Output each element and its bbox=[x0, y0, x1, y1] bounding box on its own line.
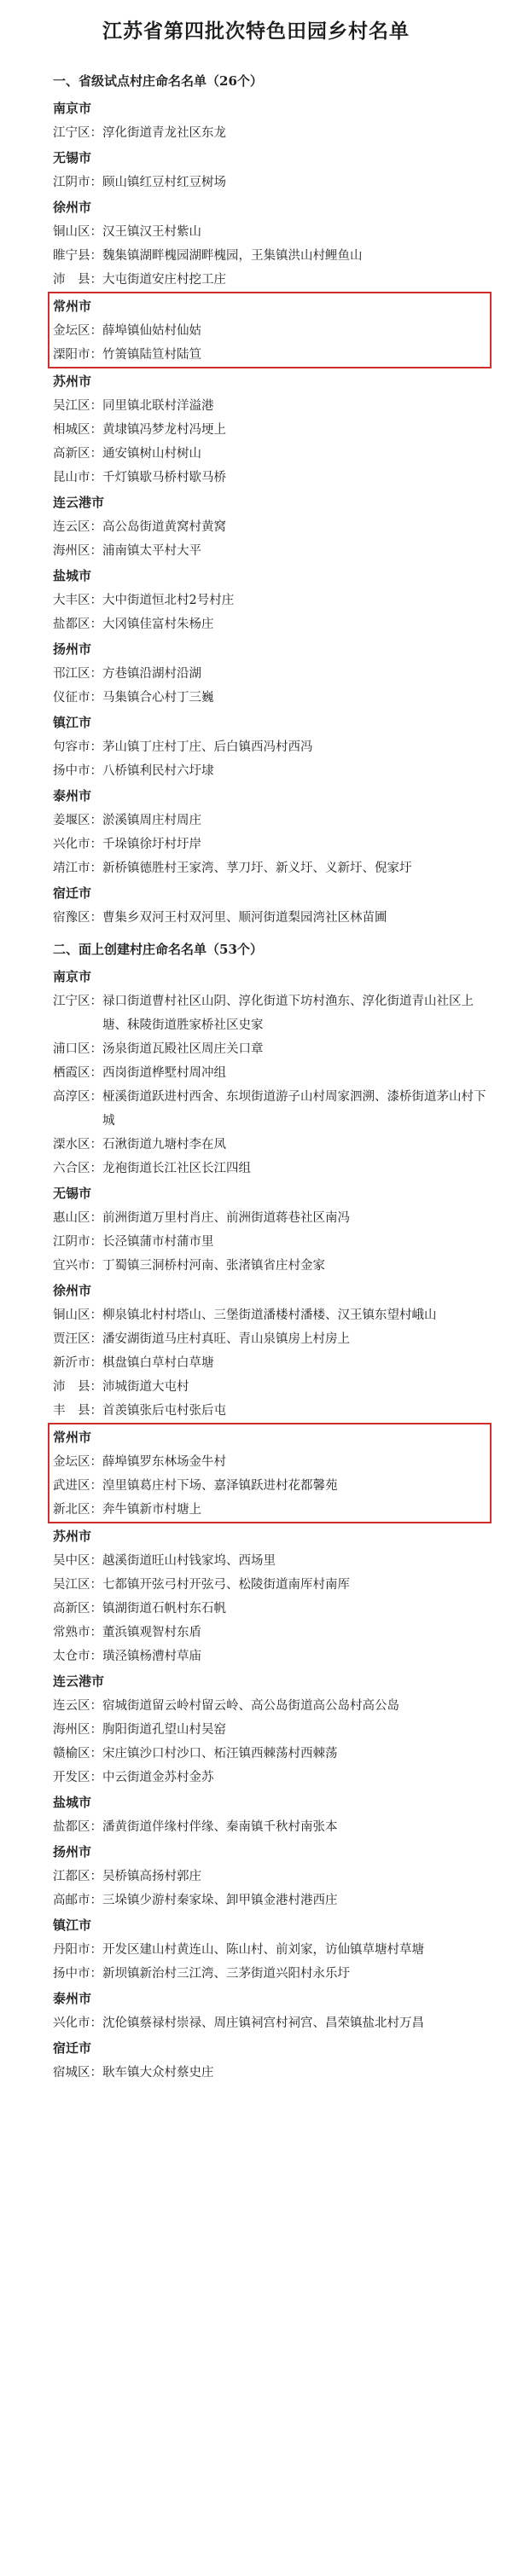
village-list: 马集镇合心村丁三巍 bbox=[102, 691, 214, 705]
village-list: 薛埠镇罗东林场金牛村 bbox=[102, 1455, 226, 1469]
village-entry bbox=[53, 1206, 497, 1230]
city-name: 泰州市 bbox=[53, 788, 92, 804]
city-group bbox=[53, 2035, 497, 2085]
district-label: 句容市： bbox=[53, 740, 102, 754]
city-name: 南京市 bbox=[53, 101, 92, 116]
city-name: 连云港市 bbox=[53, 1674, 105, 1689]
district-label: 开发区： bbox=[53, 1771, 102, 1784]
district-label: 睢宁县： bbox=[53, 249, 102, 263]
village-list: 大中街道恒北村2号村庄 bbox=[102, 594, 235, 607]
city-name: 常州市 bbox=[53, 1430, 92, 1445]
village-entry bbox=[53, 394, 497, 418]
village-list: 通安镇树山村树山 bbox=[102, 447, 201, 461]
village-entry bbox=[53, 418, 497, 442]
district-label: 丰 县： bbox=[53, 1404, 102, 1418]
village-entry bbox=[53, 1303, 497, 1327]
district-label: 常熟市： bbox=[53, 1626, 102, 1639]
village-entry bbox=[53, 1694, 497, 1718]
village-list: 汤泉街道瓦殿社区周庄关口章 bbox=[102, 1042, 264, 1056]
city-name: 无锡市 bbox=[53, 1186, 92, 1201]
district-label: 靖江市： bbox=[53, 862, 102, 875]
city-name: 泰州市 bbox=[53, 1991, 92, 2006]
district-label: 赣榆区： bbox=[53, 1747, 102, 1761]
village-list: 越溪街道旺山村钱家坞、西场里 bbox=[102, 1554, 276, 1568]
village-entry bbox=[53, 1865, 497, 1888]
village-list: 潘安湖街道马庄村真旺、青山泉镇房上村房上 bbox=[102, 1332, 350, 1346]
district-label: 高新区： bbox=[53, 447, 102, 461]
district-label: 宿城区： bbox=[53, 2066, 102, 2080]
village-list: 茅山镇丁庄村丁庄、后白镇西冯村西冯 bbox=[102, 740, 313, 754]
district-label: 江宁区： bbox=[53, 995, 102, 1008]
city-group bbox=[53, 964, 497, 1181]
district-label: 浦口区： bbox=[53, 1042, 102, 1056]
village-entry bbox=[53, 662, 497, 686]
village-list: 八桥镇利民村六圩埭 bbox=[102, 764, 214, 778]
district-label: 武进区： bbox=[53, 1479, 102, 1493]
city-name: 徐州市 bbox=[53, 1283, 92, 1298]
district-label: 金坛区： bbox=[53, 324, 102, 338]
city-group bbox=[53, 145, 497, 194]
city-name: 无锡市 bbox=[53, 150, 92, 165]
city-name: 盐城市 bbox=[53, 568, 92, 583]
village-list: 新坝镇新治村三江湾、三茅街道兴阳村永乐圩 bbox=[102, 1967, 350, 1981]
section-heading: 一、省级试点村庄命名名单（26个） bbox=[53, 73, 263, 89]
village-list: 三垛镇少游村秦家垛、卸甲镇金港村港西庄 bbox=[102, 1894, 338, 1907]
city-name: 镇江市 bbox=[53, 1917, 92, 1933]
village-entry bbox=[53, 1498, 486, 1522]
city-group bbox=[53, 1523, 497, 1668]
village-list: 淤溪镇周庄村周庄 bbox=[102, 814, 201, 827]
village-entry bbox=[53, 1157, 497, 1181]
city-name: 扬州市 bbox=[53, 641, 92, 657]
district-label: 贾汪区： bbox=[53, 1332, 102, 1346]
village-list: 高公岛街道黄窝村黄窝 bbox=[102, 520, 226, 534]
district-label: 兴化市： bbox=[53, 2016, 102, 2030]
village-entry bbox=[53, 1399, 497, 1423]
district-label: 江都区： bbox=[53, 1870, 102, 1883]
city-group bbox=[53, 1278, 497, 1423]
city-group bbox=[53, 490, 497, 563]
district-label: 海州区： bbox=[53, 1723, 102, 1737]
document-title: 江苏省第四批次特色田园乡村名单 bbox=[102, 20, 410, 43]
village-list: 开发区建山村黄连山、陈山村、前刘家，访仙镇草塘村草塘 bbox=[102, 1943, 424, 1957]
village-entry bbox=[53, 244, 497, 268]
village-entry bbox=[53, 1718, 497, 1742]
village-list: 丁蜀镇三洞桥村河南、张渚镇省庄村金家 bbox=[102, 1259, 325, 1273]
district-label: 仪征市： bbox=[53, 691, 102, 705]
city-group bbox=[53, 1912, 497, 1986]
village-entry bbox=[53, 1742, 497, 1766]
village-list: 镇湖街道石帆村东石帆 bbox=[102, 1602, 226, 1616]
village-list: 璜泾镇杨漕村草庙 bbox=[102, 1650, 201, 1663]
village-list: 大冈镇佳富村朱杨庄 bbox=[102, 618, 214, 631]
district-label: 海州区： bbox=[53, 544, 102, 558]
village-list: 七都镇开弦弓村开弦弓、松陵街道南厍村南厍 bbox=[102, 1578, 350, 1592]
district-label: 六合区： bbox=[53, 1162, 102, 1175]
village-list: 龙袍街道长江社区长江四组 bbox=[102, 1162, 251, 1175]
village-list: 方巷镇沿湖村沿湖 bbox=[102, 667, 201, 681]
village-entry bbox=[53, 1351, 497, 1375]
village-entry bbox=[53, 1573, 497, 1597]
village-entry bbox=[53, 1085, 497, 1133]
village-entry bbox=[53, 466, 497, 490]
district-label: 沛 县： bbox=[53, 1380, 102, 1394]
village-entry bbox=[53, 1450, 486, 1474]
village-entry bbox=[53, 833, 497, 856]
village-entry bbox=[53, 589, 497, 612]
city-group bbox=[53, 194, 497, 292]
district-label: 昆山市： bbox=[53, 471, 102, 484]
village-entry bbox=[53, 515, 497, 539]
district-label: 宿豫区： bbox=[53, 911, 102, 925]
village-entry bbox=[53, 612, 497, 636]
village-entry bbox=[53, 319, 486, 343]
village-list: 耿车镇大众村蔡史庄 bbox=[102, 2066, 214, 2080]
village-list: 桠溪街道跃进村西舍、东坝街道游子山村周家泗溯、漆桥街道茅山村下城 bbox=[102, 1090, 486, 1128]
district-label: 扬中市： bbox=[53, 1967, 102, 1981]
village-list: 湟里镇葛庄村下场、嘉泽镇跃进村花都馨苑 bbox=[102, 1479, 338, 1493]
city-group bbox=[53, 1668, 497, 1790]
village-entry bbox=[53, 809, 497, 833]
district-label: 兴化市： bbox=[53, 838, 102, 851]
district-label: 盐都区： bbox=[53, 618, 102, 631]
district-label: 扬中市： bbox=[53, 764, 102, 778]
village-list: 宿城街道留云岭村留云岭、高公岛街道高公岛村高公岛 bbox=[102, 1699, 399, 1713]
highlighted-city-group bbox=[48, 292, 492, 368]
city-group bbox=[53, 368, 497, 490]
district-label: 宜兴市： bbox=[53, 1259, 102, 1273]
village-list: 同里镇北联村洋溢港 bbox=[102, 399, 214, 413]
village-list: 黄埭镇冯梦龙村冯埂上 bbox=[102, 423, 226, 437]
district-label: 邗江区： bbox=[53, 667, 102, 681]
city-group bbox=[53, 880, 497, 930]
village-list: 浦南镇太平村大平 bbox=[102, 544, 201, 558]
village-entry bbox=[53, 989, 497, 1037]
village-list: 朐阳街道孔望山村吴窑 bbox=[102, 1723, 226, 1737]
city-group bbox=[53, 636, 497, 710]
city-group bbox=[53, 1181, 497, 1278]
section-heading: 二、面上创建村庄命名名单（53个） bbox=[53, 942, 263, 957]
village-list: 淳化街道青龙社区东龙 bbox=[102, 126, 226, 140]
city-name: 扬州市 bbox=[53, 1844, 92, 1859]
village-list: 首羡镇张后屯村张后屯 bbox=[102, 1404, 226, 1418]
village-entry bbox=[53, 220, 497, 244]
highlighted-city-group bbox=[48, 1423, 492, 1523]
city-name: 宿迁市 bbox=[53, 2040, 92, 2056]
city-group bbox=[53, 783, 497, 880]
city-group bbox=[53, 563, 497, 636]
city-name: 常州市 bbox=[53, 299, 92, 314]
district-label: 江阴市： bbox=[53, 1235, 102, 1249]
city-group bbox=[53, 1839, 497, 1912]
village-list: 禄口街道曹村社区山阴、淳化街道下坊村渔东、淳化街道青山社区上塘、秣陵街道胜家桥社区史家 bbox=[102, 995, 474, 1032]
village-entry bbox=[53, 1766, 497, 1790]
village-list: 柳泉镇北村村塔山、三堡街道潘楼村潘楼、汉王镇东望村峨山 bbox=[102, 1308, 437, 1322]
village-entry bbox=[53, 343, 486, 367]
district-label: 吴中区： bbox=[53, 1554, 102, 1568]
village-entry bbox=[53, 686, 497, 710]
village-list: 吴桥镇高扬村郭庄 bbox=[102, 1870, 201, 1883]
village-entry bbox=[53, 906, 497, 930]
district-label: 大丰区： bbox=[53, 594, 102, 607]
city-name: 盐城市 bbox=[53, 1795, 92, 1810]
village-entry bbox=[53, 1938, 497, 1962]
village-list: 董浜镇观智村东盾 bbox=[102, 1626, 201, 1639]
village-entry bbox=[53, 1037, 497, 1061]
district-label: 丹阳市： bbox=[53, 1943, 102, 1957]
district-label: 相城区： bbox=[53, 423, 102, 437]
village-list: 竹箦镇陆笪村陆笪 bbox=[102, 348, 201, 362]
village-entry bbox=[53, 1254, 497, 1278]
village-entry bbox=[53, 1474, 486, 1498]
district-label: 新沂市： bbox=[53, 1356, 102, 1370]
village-entry bbox=[53, 1549, 497, 1573]
village-entry bbox=[53, 1375, 497, 1399]
village-list: 棋盘镇白草村白草塘 bbox=[102, 1356, 214, 1370]
village-entry bbox=[53, 1230, 497, 1254]
district-label: 铜山区： bbox=[53, 225, 102, 239]
city-name: 连云港市 bbox=[53, 495, 105, 510]
village-entry bbox=[53, 1327, 497, 1351]
village-entry bbox=[53, 121, 497, 145]
village-entry bbox=[53, 1645, 497, 1668]
village-entry bbox=[53, 1621, 497, 1645]
village-entry bbox=[53, 1888, 497, 1912]
village-entry bbox=[53, 1061, 497, 1085]
city-name: 南京市 bbox=[53, 969, 92, 984]
district-label: 高邮市： bbox=[53, 1894, 102, 1907]
village-list: 长泾镇蒲市村蒲市里 bbox=[102, 1235, 214, 1249]
village-list: 魏集镇湖畔槐园湖畔槐园，王集镇洪山村鲤鱼山 bbox=[102, 249, 363, 263]
district-label: 金坛区： bbox=[53, 1455, 102, 1469]
village-list: 曹集乡双河王村双河里、顺河街道梨园湾社区林苗圃 bbox=[102, 911, 387, 925]
village-list: 沛城街道大屯村 bbox=[102, 1380, 189, 1394]
village-list: 新桥镇德胜村王家湾、莩刀圩、新义圩、义新圩、倪家圩 bbox=[102, 862, 412, 875]
city-group bbox=[53, 710, 497, 783]
district-label: 太仓市： bbox=[53, 1650, 102, 1663]
village-entry bbox=[53, 1815, 497, 1839]
village-entry bbox=[53, 539, 497, 563]
village-list: 宋庄镇沙口村沙口、柘汪镇西棘荡村西棘荡 bbox=[102, 1747, 338, 1761]
district-label: 吴江区： bbox=[53, 1578, 102, 1592]
village-entry bbox=[53, 268, 497, 292]
village-list: 顾山镇红豆村红豆树场 bbox=[102, 176, 226, 189]
city-name: 苏州市 bbox=[53, 1529, 92, 1544]
village-list: 石湫街道九塘村李在凤 bbox=[102, 1138, 226, 1152]
village-list: 西岗街道桦墅村周冲组 bbox=[102, 1066, 226, 1080]
district-label: 连云区： bbox=[53, 1699, 102, 1713]
district-label: 江阴市： bbox=[53, 176, 102, 189]
village-entry bbox=[53, 759, 497, 783]
district-label: 连云区： bbox=[53, 520, 102, 534]
village-entry bbox=[53, 1133, 497, 1157]
village-list: 沈伦镇蔡禄村崇禄、周庄镇祠宫村祠宫、昌荣镇盐北村万昌 bbox=[102, 2016, 424, 2030]
district-label: 盐都区： bbox=[53, 1820, 102, 1834]
village-list: 中云街道金苏村金苏 bbox=[102, 1771, 214, 1784]
village-entry bbox=[53, 2011, 497, 2035]
village-list: 汉王镇汉王村紫山 bbox=[102, 225, 201, 239]
district-label: 惠山区： bbox=[53, 1211, 102, 1225]
district-label: 姜堰区： bbox=[53, 814, 102, 827]
village-list: 薛埠镇仙姑村仙姑 bbox=[102, 324, 201, 338]
district-label: 溧水区： bbox=[53, 1138, 102, 1152]
city-name: 苏州市 bbox=[53, 374, 92, 389]
village-entry bbox=[53, 1597, 497, 1621]
village-entry bbox=[53, 856, 497, 880]
district-label: 高新区： bbox=[53, 1602, 102, 1616]
village-entry bbox=[53, 2061, 497, 2085]
village-list: 千垛镇徐圩村圩岸 bbox=[102, 838, 201, 851]
district-label: 江宁区： bbox=[53, 126, 102, 140]
district-label: 高淳区： bbox=[53, 1090, 102, 1104]
city-name: 宿迁市 bbox=[53, 885, 92, 901]
district-label: 新北区： bbox=[53, 1503, 102, 1517]
district-label: 溧阳市： bbox=[53, 348, 102, 362]
district-label: 栖霞区： bbox=[53, 1066, 102, 1080]
district-label: 沛 县： bbox=[53, 273, 102, 287]
village-entry bbox=[53, 171, 497, 194]
city-group bbox=[53, 1986, 497, 2035]
village-entry bbox=[53, 735, 497, 759]
city-name: 徐州市 bbox=[53, 200, 92, 215]
village-list: 大屯街道安庄村挖工庄 bbox=[102, 273, 226, 287]
city-group bbox=[53, 1790, 497, 1839]
city-group bbox=[53, 96, 497, 145]
village-entry bbox=[53, 442, 497, 466]
village-list: 奔牛镇新市村塘上 bbox=[102, 1503, 201, 1517]
village-list: 前洲街道万里村肖庄、前洲街道蒋巷社区南冯 bbox=[102, 1211, 350, 1225]
village-list: 潘黄街道伴缘村伴缘、秦南镇千秋村南张本 bbox=[102, 1820, 338, 1834]
document-body bbox=[53, 67, 497, 2085]
district-label: 吴江区： bbox=[53, 399, 102, 413]
district-label: 铜山区： bbox=[53, 1308, 102, 1322]
village-list: 千灯镇歇马桥村歇马桥 bbox=[102, 471, 226, 484]
village-entry bbox=[53, 1962, 497, 1986]
city-name: 镇江市 bbox=[53, 715, 92, 730]
